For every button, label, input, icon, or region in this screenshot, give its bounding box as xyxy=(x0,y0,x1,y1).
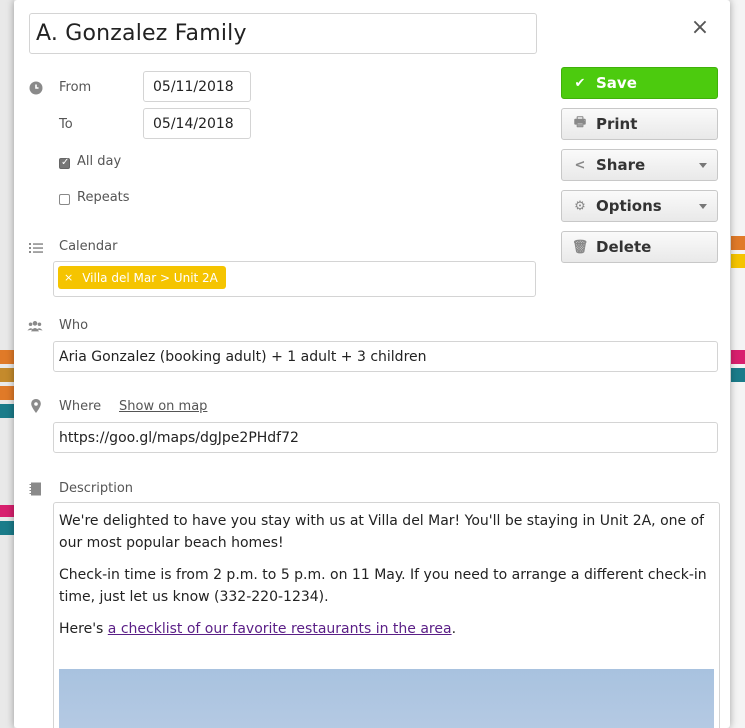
background-event-tag xyxy=(0,350,14,364)
all-day-checkbox[interactable] xyxy=(59,158,70,169)
share-label: Share xyxy=(596,156,646,174)
who-label: Who xyxy=(59,318,89,333)
repeats-checkbox[interactable] xyxy=(59,194,70,205)
where-input[interactable]: https://goo.gl/maps/dgJpe2PHdf72 xyxy=(53,422,718,453)
clock-icon xyxy=(28,80,44,96)
background-event-tag xyxy=(731,254,745,268)
options-label: Options xyxy=(596,197,662,215)
share-button[interactable] xyxy=(561,149,718,181)
background-event-tag xyxy=(0,521,14,535)
delete-button[interactable] xyxy=(561,231,718,263)
gear-icon: ⚙ xyxy=(574,198,586,214)
print-button[interactable] xyxy=(561,108,718,140)
save-button[interactable] xyxy=(561,67,718,99)
to-label: To xyxy=(59,117,73,132)
all-day-label: All day xyxy=(77,154,122,169)
description-paragraph: We're delighted to have you stay with us at Villa del Mar! You'll be staying in Unit 2A, one of our most popular beach homes! xyxy=(59,513,705,551)
background-right-strip xyxy=(729,0,745,728)
from-date-input[interactable]: 05/11/2018 xyxy=(143,71,251,102)
background-event-tag xyxy=(0,505,14,517)
background-event-tag xyxy=(731,236,745,250)
trash-icon: 🗑 xyxy=(571,239,589,255)
check-icon: ✔ xyxy=(574,75,586,91)
document-icon xyxy=(28,481,44,497)
save-label: Save xyxy=(596,74,637,92)
description-text: . xyxy=(451,621,457,637)
background-event-tag xyxy=(731,350,745,364)
delete-label: Delete xyxy=(596,238,652,256)
print-label: Print xyxy=(596,115,638,133)
restaurants-checklist-link[interactable]: a checklist of our favorite restaurants in the area xyxy=(107,621,452,637)
calendar-tag-label: Villa del Mar > Unit 2A xyxy=(82,270,218,285)
event-title-input[interactable]: A. Gonzalez Family xyxy=(29,13,537,54)
background-event-tag xyxy=(0,404,14,418)
description-paragraph xyxy=(59,618,714,640)
list-icon xyxy=(28,240,44,256)
chevron-down-icon xyxy=(699,163,707,168)
remove-tag-icon[interactable]: × xyxy=(64,271,74,284)
from-label: From xyxy=(59,80,92,95)
background-event-tag xyxy=(0,368,14,382)
background-left-strip xyxy=(0,0,14,728)
description-label: Description xyxy=(59,481,134,496)
people-icon xyxy=(27,318,43,334)
share-icon: < xyxy=(574,157,586,173)
to-date-input[interactable]: 05/14/2018 xyxy=(143,108,251,139)
event-dialog xyxy=(14,0,730,728)
options-button[interactable] xyxy=(561,190,718,222)
description-paragraph: Check-in time is from 2 p.m. to 5 p.m. on 11 May. If you need to arrange a different check-in time, just let us know (332-220-1234). xyxy=(59,567,707,605)
map-pin-icon xyxy=(28,398,44,414)
description-editor[interactable] xyxy=(53,502,720,728)
background-event-tag xyxy=(731,368,745,382)
chevron-down-icon xyxy=(699,204,707,209)
description-image xyxy=(59,669,714,728)
printer-icon: 🖶 xyxy=(573,115,587,130)
description-text: Here's xyxy=(59,621,108,637)
where-label: Where xyxy=(59,399,102,414)
calendar-label: Calendar xyxy=(59,239,118,254)
who-input[interactable]: Aria Gonzalez (booking adult) + 1 adult + 3 children xyxy=(53,341,718,372)
repeats-label: Repeats xyxy=(77,190,130,205)
background-event-tag xyxy=(0,386,14,400)
calendar-tag xyxy=(58,266,226,289)
close-button[interactable]: × xyxy=(690,15,710,40)
show-on-map-link[interactable]: Show on map xyxy=(119,399,208,414)
